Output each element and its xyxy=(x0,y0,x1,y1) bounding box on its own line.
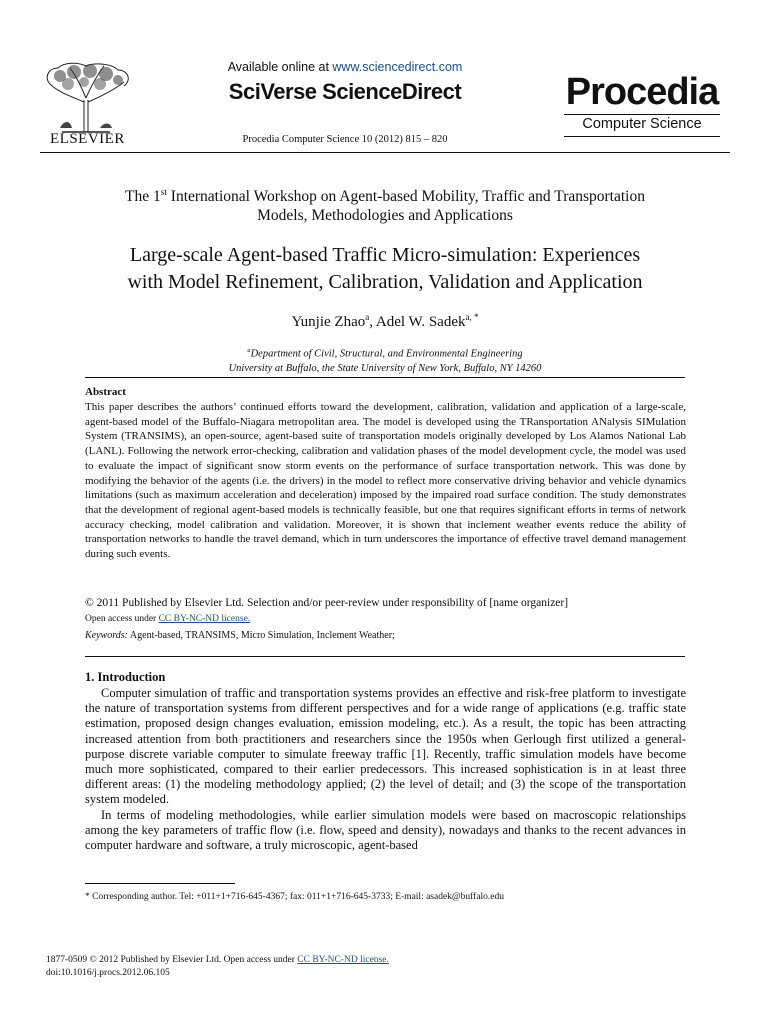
procedia-logo: Procedia xyxy=(565,71,719,113)
publisher-name: ELSEVIER xyxy=(50,131,125,147)
header-divider xyxy=(40,152,730,153)
author-name: Adel W. Sadek xyxy=(375,314,466,330)
abstract-heading: Abstract xyxy=(85,386,126,398)
author-name: Yunjie Zhao xyxy=(291,314,366,330)
sciencedirect-link[interactable]: www.sciencedirect.com xyxy=(332,60,463,74)
footnote: * Corresponding author. Tel: +011+1+716-645-4367; fax: 011+1+716-645-3733; E-mail: asadek@buffalo.edu xyxy=(85,892,505,902)
section-heading: 1. Introduction xyxy=(85,670,166,684)
paper-title: Large-scale Agent-based Traffic Micro-simulation: Experiences with Model Refinement, Calibration, Validation and Application xyxy=(127,244,643,293)
abstract-bottom-rule xyxy=(85,656,685,657)
paragraph: In terms of modeling methodologies, while earlier simulation models were based on macroscopic relationships among the key parameters of traffic flow (i.e. flow, speed and density), nowadays and thanks to the recent advances in computer hardware and software, a truly microscopic, agent-based xyxy=(85,807,686,853)
copyright-notice: © 2011 Published by Elsevier Ltd. Selection and/or peer-review under responsibility of [name organizer] xyxy=(85,597,569,609)
procedia-subtitle: Computer Science xyxy=(582,116,702,132)
footer-license-link[interactable]: CC BY-NC-ND license. xyxy=(297,955,389,965)
procedia-divider xyxy=(564,114,720,115)
platform-name: SciVerse ScienceDirect xyxy=(228,79,462,104)
author-list: Yunjie Zhao$^a$, Adel W. Sadek$^{a, *}$ xyxy=(291,312,479,330)
footer-doi: doi:10.1016/j.procs.2012.06.105 xyxy=(46,968,170,978)
footnote-rule xyxy=(85,883,235,884)
abstract-top-rule xyxy=(85,377,685,378)
open-access-notice: Open access under CC BY-NC-ND license. xyxy=(85,614,251,624)
procedia-divider-bottom xyxy=(564,136,720,137)
availability-line: Available online at www.sciencedirect.com xyxy=(227,60,463,74)
affiliation: $^a$Department of Civil, Structural, and Environmental Engineering University at Buffalo, the State University of New York, Buffalo, NY 14260 xyxy=(228,347,542,374)
intro-body xyxy=(85,686,686,853)
footer-issn: 1877-0509 © 2012 Published by Elsevier Ltd. Open access under CC BY-NC-ND license. xyxy=(46,955,389,965)
license-link[interactable]: CC BY-NC-ND license. xyxy=(158,614,251,624)
paragraph: Computer simulation of traffic and transportation systems provides an effective and risk-free platform to investigate the nature of transportation systems from different perspectives and for a wide range of applications (e.g. traffic state estimation, proposed design changes evaluation, emission modeling, etc.). As a result, the topic has been attracting increased attention from both practitioners and researchers since the 1950s when Gerlough first utilized a general-purpose discrete variable computer to simulate freeway traffic [1]. Recently, traffic simulation models have become much more sophisticated, compared to their earlier predecessors. This increased sophistication is in at least three different areas: (1) the modeling methodology applied; (2) the level of detail; and (3) the scope of the transportation system modeled. xyxy=(85,686,686,807)
abstract-body: This paper describes the authors’ continued efforts toward the development, calibration, validation and application of a large-scale, agent-based model of the Buffalo-Niagara metropolitan area. The model is developed using the TRansportation ANalysis SIMulation System (TRANSIMS), an open-source, agent-based suite of transportation models originally developed by Los Alamos National Lab (LANL). Following the network error-checking, calibration and validation phases of the model development cycle, the model was used to evaluate the impact of significant snow storm events on the performance of surface transportation network. This was done by modifying the behavior of the agents (i.e. the drivers) in the model to reflect more conservative driving behavior and vehicle dynamics limitations (such as maximum acceleration and deceleration) imposed by the impaired road surface condition. The study demonstrates that the development of regional agent-based models is technically feasible, but one that requires significant efforts in terms of network accuracy checking, model calibration and validation. Moreover, it is shown that inclement weather events reduce the ability of transportation networks to handle the travel demand, which in turn underscores the importance of effective travel demand management during such events. xyxy=(85,401,686,561)
workshop-title: The 1st International Workshop on Agent-based Mobility, Traffic and Transportation Models, Methodologies and Applications xyxy=(124,188,645,225)
journal-reference: Procedia Computer Science 10 (2012) 815 – 820 xyxy=(242,134,448,145)
elsevier-tree-logo xyxy=(40,62,132,134)
keywords: Keywords: Agent-based, TRANSIMS, Micro Simulation, Inclement Weather; xyxy=(85,630,395,641)
